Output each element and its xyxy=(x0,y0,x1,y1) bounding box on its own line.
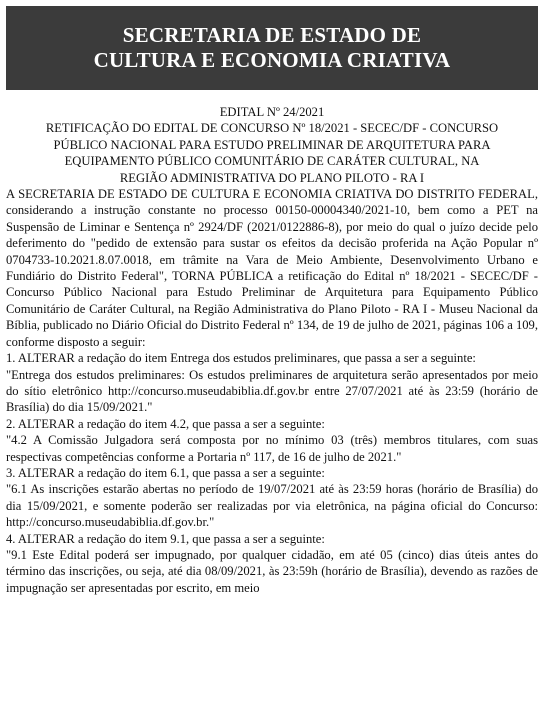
item-1-text: "Entrega dos estudos preliminares: Os estudos preliminares de arquitetura serão apresentados por meio do sítio eletrônico http://concurso.museudabiblia.df.gov.br entre 27/07/2021 até às 23:59 (horário de Brasília) do dia 15/09/2021." xyxy=(6,367,538,415)
edital-title-block xyxy=(6,104,538,186)
item-4-text: "9.1 Este Edital poderá ser impugnado, por qualquer cidadão, em até 05 (cinco) dias úteis antes do término das inscrições, ou seja, até dia 08/09/2021, às 23:59h (horário de Brasília), devendo as razões de impugnação ser apresentadas por escrito, em meio xyxy=(6,547,538,595)
item-2-text: "4.2 A Comissão Julgadora será composta por no mínimo 03 (três) membros titulares, com suas respectivas competências conforme a Portaria nº 117, de 16 de julho de 2021." xyxy=(6,433,538,464)
edital-title-line-3: EQUIPAMENTO PÚBLICO COMUNITÁRIO DE CARÁTER CULTURAL, NA xyxy=(64,154,480,169)
header-line-1: SECRETARIA DE ESTADO DE xyxy=(122,23,422,47)
edital-title-line-4: REGIÃO ADMINISTRATIVA DO PLANO PILOTO - RA I xyxy=(119,170,425,185)
edital-title-line-1: RETIFICAÇÃO DO EDITAL DE CONCURSO Nº 18/2021 - SECEC/DF - CONCURSO xyxy=(45,121,499,136)
edital-title-line-2: PÚBLICO NACIONAL PARA ESTUDO PRELIMINAR DE ARQUITETURA PARA xyxy=(53,137,491,152)
item-1-heading: 1. ALTERAR a redação do item Entrega dos estudos preliminares, que passa a ser a seguinte: xyxy=(6,351,476,366)
edital-number: EDITAL Nº 24/2021 xyxy=(219,105,325,119)
item-2-heading: 2. ALTERAR a redação do item 4.2, que passa a ser a seguinte: xyxy=(6,416,325,431)
document-content xyxy=(6,104,538,596)
header-line-2: CULTURA E ECONOMIA CRIATIVA xyxy=(93,48,451,72)
header-banner xyxy=(6,6,538,90)
intro-paragraph: A SECRETARIA DE ESTADO DE CULTURA E ECONOMIA CRIATIVA DO DISTRITO FEDERAL, considerando a instrução constante no processo 00150-00004340/2021-10, bem como a PET na Suspensão de Liminar e Sentença nº 2924/DF (2021/0122886-8), por meio do qual o juízo decide pelo deferimento do "pedido de extensão para sustar os efeitos da decisão proferida na Ação Popular nº 0704733-10.2021.8.07.0018, em trâmite na Vara de Meio Ambiente, Desenvolvimento Urbano e Fundiário do Distrito Federal", TORNA PÚBLICA a retificação do Edital nº 18/2021 - SECEC/DF - Concurso Público Nacional para Estudo Preliminar de Arquitetura para Equipamento Público Comunitário de Caráter Cultural, na Região Administrativa do Plano Piloto - RA I - Museu Nacional da Bíblia, publicado no Diário Oficial do Distrito Federal nº 134, de 19 de julho de 2021, páginas 106 a 109, conforme disposto a seguir: xyxy=(6,187,538,349)
item-3-heading: 3. ALTERAR a redação do item 6.1, que passa a ser a seguinte: xyxy=(6,465,325,480)
item-3-text: "6.1 As inscrições estarão abertas no período de 19/07/2021 até às 23:59 horas (horário de Brasília) do dia 15/09/2021, e somente poderão ser realizadas por via eletrônica, na página oficial do Concurso: http://concurso.museudabiblia.df.gov.br." xyxy=(6,482,538,530)
item-4-heading: 4. ALTERAR a redação do item 9.1, que passa a ser a seguinte: xyxy=(6,531,325,546)
